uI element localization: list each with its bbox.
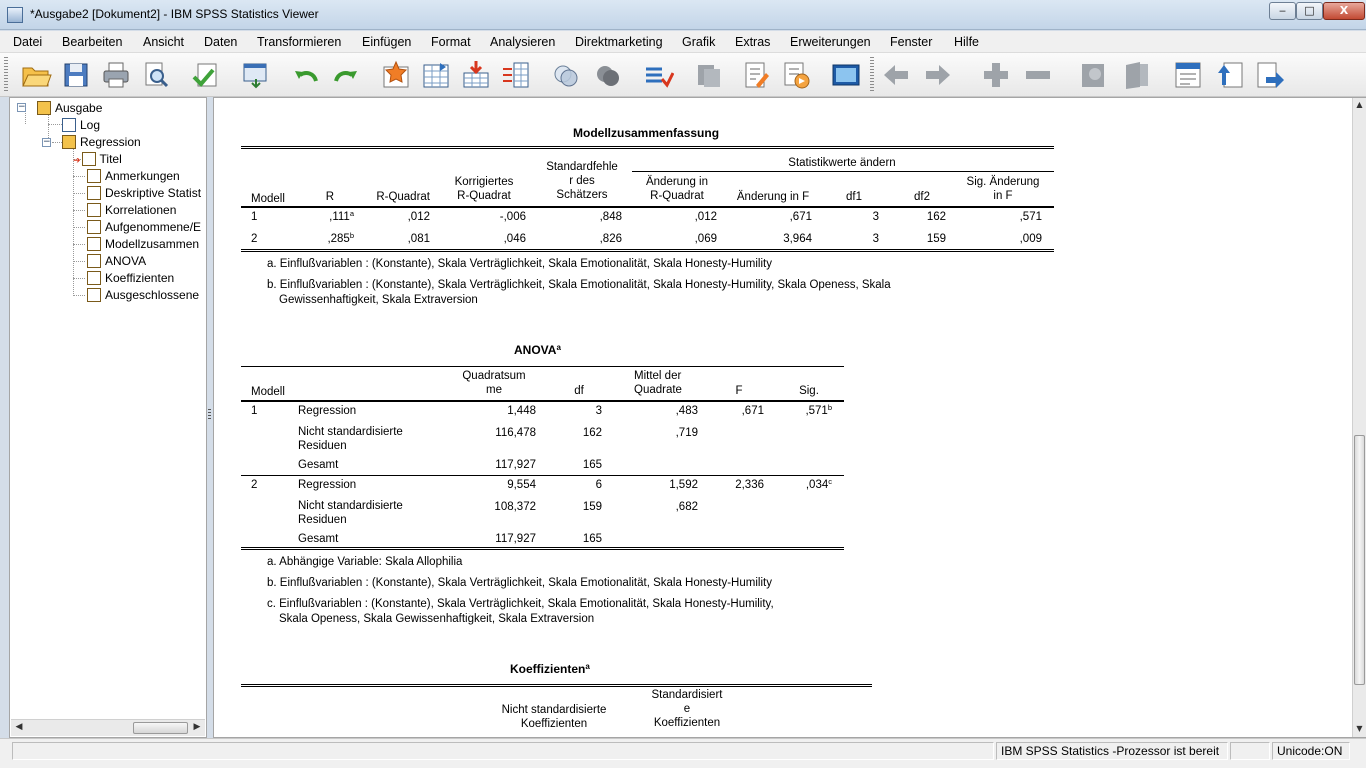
footnote: b. Einflußvariablen : (Konstante), Skala Verträglichkeit, Skala Emotionalität, Skala Honesty-Humility, Skala Openess, Skala <box>267 279 891 291</box>
toolbar <box>0 53 1366 97</box>
tree-label: Modellzusammen <box>105 237 200 251</box>
show-icon[interactable] <box>1078 59 1110 91</box>
footnote: Skala Openess, Skala Gewissenhaftigkeit, Skala Extraversion <box>279 613 595 625</box>
cell-modell: 1 <box>251 405 258 417</box>
menu-ansicht[interactable]: Ansicht <box>143 35 184 49</box>
label-line: Nicht standardisierte <box>298 500 403 512</box>
cell-modell: 2 <box>251 233 258 245</box>
toolbar-grip[interactable] <box>4 57 8 93</box>
header-line: Nicht standardisierte <box>501 704 607 716</box>
header-line: Änderung in <box>645 176 709 188</box>
footnote: c. Einflußvariablen : (Konstante), Skala Verträglichkeit, Skala Emotionalität, Skala Honesty-Humility, <box>267 598 774 610</box>
insert-new-text-icon[interactable] <box>1254 59 1286 91</box>
table-icon <box>87 237 101 251</box>
cell-ss: 108,372 <box>494 501 536 513</box>
tree-label: Koeffizienten <box>105 271 175 285</box>
scroll-up-icon[interactable]: ▲ <box>1356 100 1363 109</box>
header-line: Schätzers <box>556 189 608 201</box>
insert-new-heading-icon[interactable] <box>1172 59 1204 91</box>
menu-hilfe[interactable]: Hilfe <box>954 35 980 49</box>
outline-pane <box>9 97 207 738</box>
col-header-unstd <box>469 703 639 731</box>
header-line: Korrigiertes <box>454 176 514 188</box>
table-icon <box>87 288 101 302</box>
title-text: Koeffizienten <box>510 662 586 676</box>
header-line: in F <box>993 190 1013 202</box>
tree-line <box>73 176 85 177</box>
scroll-left-icon[interactable]: ◀ <box>15 722 23 732</box>
tree-horizontal-scrollbar[interactable] <box>11 719 205 736</box>
col-header-std <box>642 688 732 730</box>
tree-label: Titel <box>99 152 122 166</box>
insert-title-icon[interactable] <box>780 59 812 91</box>
menu-fenster[interactable]: Fenster <box>890 35 933 49</box>
log-icon <box>62 118 76 132</box>
cell-sig: ,571 <box>1019 211 1042 223</box>
cell-r <box>304 232 354 246</box>
collapse-ausgabe-toggle[interactable]: − <box>18 102 26 112</box>
table-rule <box>241 400 844 402</box>
cell-change-f: 3,964 <box>783 233 812 245</box>
table-icon <box>87 254 101 268</box>
title-icon <box>82 152 96 166</box>
cell-r2: ,012 <box>407 211 430 223</box>
menu-extras[interactable]: Extras <box>735 35 771 49</box>
col-header-r2: R-Quadrat <box>376 191 430 203</box>
cell-df: 162 <box>582 427 602 439</box>
cell-label: Regression <box>298 479 357 491</box>
tree-line <box>73 193 85 194</box>
col-header-se <box>536 160 628 202</box>
scrollbar-thumb[interactable] <box>1354 435 1365 685</box>
output-content-pane <box>213 97 1366 738</box>
window-title: *Ausgabe2 [Dokument2] - IBM SPSS Statistics Viewer <box>30 7 319 21</box>
tree-label: Regression <box>80 135 141 149</box>
insert-cases-icon[interactable] <box>460 59 492 91</box>
tree-line <box>73 244 85 245</box>
app-icon <box>7 7 23 23</box>
cell-df1: 3 <box>872 211 879 223</box>
header-line: Sig. Änderung <box>966 176 1040 188</box>
expand-icon[interactable] <box>980 59 1012 91</box>
header-line: R-Quadrat <box>457 190 511 202</box>
recall-dialog-icon[interactable] <box>240 59 272 91</box>
cell-ss: 116,478 <box>495 427 536 439</box>
title-bar <box>0 0 1366 30</box>
tree-label: Deskriptive Statist <box>105 186 202 200</box>
scroll-right-icon[interactable]: ▶ <box>193 722 201 732</box>
table-icon <box>87 203 101 217</box>
cell-r <box>304 210 354 224</box>
cell-df2: 159 <box>926 233 946 245</box>
footnote-ref: b <box>827 403 832 412</box>
header-line: Quadratsum <box>462 370 526 382</box>
col-header-modell: Modell <box>251 386 285 398</box>
use-sets-icon[interactable] <box>550 59 582 91</box>
cell-sig <box>774 478 832 492</box>
tree-line <box>25 113 26 124</box>
coefficients-title[interactable] <box>510 662 590 676</box>
cell-r2: ,081 <box>407 233 430 245</box>
tree-node-deskriptive[interactable] <box>87 185 201 201</box>
cell-ss: 117,927 <box>495 459 536 471</box>
notes-icon <box>87 169 101 183</box>
tree-node-log[interactable] <box>62 117 100 133</box>
insert-text-icon[interactable] <box>830 59 862 91</box>
maximize-button[interactable]: □ <box>1296 2 1323 20</box>
tree-label: Korrelationen <box>105 203 177 217</box>
hide-icon[interactable] <box>1120 59 1152 91</box>
unicode-status: Unicode:ON <box>1272 742 1350 760</box>
tree-label: Ausgabe <box>55 101 103 115</box>
anova-title[interactable] <box>514 343 561 357</box>
cell-adj-r2: ,046 <box>503 233 526 245</box>
table-rule <box>241 547 844 550</box>
cell-df: 165 <box>582 459 602 471</box>
label-line: Nicht standardisierte <box>298 426 403 438</box>
tree-line <box>73 295 85 296</box>
col-header-adj-r2 <box>439 175 529 203</box>
collapse-regression-toggle[interactable]: − <box>43 137 51 147</box>
output-folder-icon <box>37 101 51 115</box>
table-icon <box>87 220 101 234</box>
header-line: me <box>486 384 502 396</box>
insert-heading-icon[interactable] <box>740 59 772 91</box>
cell-ms: ,483 <box>675 405 698 417</box>
status-bar <box>0 738 1366 768</box>
toolbar-grip-2[interactable] <box>870 57 874 93</box>
tree-node-modellzusammenfassung[interactable] <box>87 236 199 252</box>
cell-value: ,285 <box>327 233 350 245</box>
redo-icon[interactable] <box>330 59 362 91</box>
tree-node-aufgenommene[interactable] <box>87 219 201 235</box>
designate-window-icon[interactable] <box>692 59 724 91</box>
footnote: Gewissenhaftigkeit, Skala Extraversion <box>279 294 478 306</box>
print-preview-icon[interactable] <box>140 59 172 91</box>
scrollbar-thumb[interactable] <box>133 722 188 734</box>
cell-f: ,671 <box>741 405 764 417</box>
tree-node-regression[interactable] <box>62 134 141 150</box>
tree-node-ausgabe[interactable] <box>37 100 102 116</box>
tree-label: ANOVA <box>105 254 147 268</box>
cell-sig <box>774 404 832 418</box>
close-button[interactable]: X <box>1323 2 1365 20</box>
col-header-change-f: Änderung in F <box>736 191 810 203</box>
status-empty-panel <box>1230 742 1270 760</box>
minimize-button[interactable]: ‒ <box>1269 2 1296 20</box>
cell-se: ,848 <box>599 211 622 223</box>
header-line: e <box>683 703 691 715</box>
table-rule <box>241 146 1054 149</box>
tree-label: Anmerkungen <box>105 169 180 183</box>
tree-label: Ausgeschlossene <box>105 288 200 302</box>
cell-df: 3 <box>595 405 602 417</box>
tree-line <box>73 148 74 296</box>
cell-f: 2,336 <box>735 479 764 491</box>
col-header-df: df <box>574 385 584 397</box>
col-header-modell: Modell <box>251 193 285 205</box>
open-icon[interactable] <box>20 59 52 91</box>
footnote: b. Einflußvariablen : (Konstante), Skala Verträglichkeit, Skala Emotionalität, Skala Honesty-Humility <box>267 577 772 589</box>
footnote-ref: b <box>349 231 354 240</box>
menu-direktmarketing[interactable]: Direktmarketing <box>575 35 663 49</box>
table-rule <box>241 366 844 367</box>
menu-einfuegen[interactable]: Einfügen <box>362 35 412 49</box>
cell-change-f: ,671 <box>789 211 812 223</box>
header-line: Mittel der <box>634 370 682 382</box>
table-rule <box>241 475 844 476</box>
cell-label: Regression <box>298 405 357 417</box>
menu-bearbeiten[interactable]: Bearbeiten <box>62 35 123 49</box>
footnote-ref: a <box>556 343 561 352</box>
regression-folder-icon <box>62 135 76 149</box>
cell-ms: ,682 <box>675 501 698 513</box>
col-header-ms <box>634 369 682 397</box>
cell-value: ,571 <box>805 405 828 417</box>
header-line: Koeffizienten <box>653 717 721 729</box>
insert-new-title-icon[interactable] <box>1214 59 1246 91</box>
table-rule <box>632 171 1054 172</box>
scroll-down-icon[interactable]: ▼ <box>1356 724 1363 733</box>
cell-ms: 1,592 <box>669 479 698 491</box>
tree-label: Aufgenommene/E <box>105 220 202 234</box>
model-summary-title[interactable]: Modellzusammenfassung <box>573 126 720 140</box>
menu-bar <box>0 31 1366 53</box>
tree-node-koeffizienten[interactable] <box>87 270 174 286</box>
tree-line <box>73 278 85 279</box>
variables-icon[interactable] <box>500 59 532 91</box>
header-line: Koeffizienten <box>520 718 588 730</box>
tree-line <box>73 261 85 262</box>
cell-label: Gesamt <box>298 459 339 471</box>
col-header-f: F <box>735 385 743 397</box>
col-header-sig <box>958 175 1048 203</box>
spell-check-icon[interactable] <box>642 59 674 91</box>
label-line: Residuen <box>298 440 347 452</box>
table-rule <box>241 249 1054 252</box>
forward-icon[interactable] <box>922 59 954 91</box>
status-message-panel <box>12 742 994 760</box>
menu-erweiterungen[interactable]: Erweiterungen <box>790 35 871 49</box>
header-line: Quadrate <box>634 384 682 396</box>
group-header: Statistikwerte ändern <box>788 157 896 169</box>
table-icon <box>87 271 101 285</box>
col-header-sig: Sig. <box>799 385 819 397</box>
cell-df: 6 <box>595 479 602 491</box>
cell-label <box>298 425 403 453</box>
cell-modell: 1 <box>251 211 258 223</box>
tree-node-titel[interactable] <box>73 151 122 167</box>
goto-variable-icon[interactable] <box>420 59 452 91</box>
cell-value: ,034 <box>805 479 829 491</box>
print-icon[interactable] <box>100 59 132 91</box>
footnote: a. Abhängige Variable: Skala Allophilia <box>267 556 463 568</box>
cell-label <box>298 499 403 527</box>
cell-df1: 3 <box>872 233 879 245</box>
cell-ss: 9,554 <box>507 479 536 491</box>
tree-node-ausgeschlossene[interactable] <box>87 287 199 303</box>
menu-grafik[interactable]: Grafik <box>682 35 716 49</box>
cell-df: 165 <box>582 533 602 545</box>
tree-node-anmerkungen[interactable] <box>87 168 180 184</box>
show-all-variables-icon[interactable] <box>592 59 624 91</box>
cell-df2: 162 <box>926 211 946 223</box>
menu-format[interactable]: Format <box>431 35 471 49</box>
tree-line <box>73 227 85 228</box>
footnote-ref: c <box>828 477 832 486</box>
menu-daten[interactable]: Daten <box>204 35 238 49</box>
cell-adj-r2: -,006 <box>499 211 526 223</box>
col-header-ss <box>449 369 539 397</box>
col-header-df1: df1 <box>846 191 862 203</box>
footnote: a. Einflußvariablen : (Konstante), Skala Verträglichkeit, Skala Emotionalität, Skala Honesty-Humility <box>267 258 772 270</box>
col-header-r: R <box>325 191 334 203</box>
tree-label: Log <box>80 118 101 132</box>
menu-datei[interactable]: Datei <box>13 35 43 49</box>
menu-transformieren[interactable]: Transformieren <box>257 35 342 49</box>
menu-analysieren[interactable]: Analysieren <box>490 35 556 49</box>
save-icon[interactable] <box>60 59 92 91</box>
cell-ss: 1,448 <box>507 405 536 417</box>
tree-node-korrelationen[interactable] <box>87 202 176 218</box>
label-line: Residuen <box>298 514 347 526</box>
tree-node-anova[interactable] <box>87 253 146 269</box>
back-icon[interactable] <box>880 59 912 91</box>
cell-ms: ,719 <box>675 427 698 439</box>
header-line: Standardfehle <box>546 161 618 173</box>
title-text: ANOVA <box>514 343 557 357</box>
cell-label: Gesamt <box>298 533 339 545</box>
footnote-ref: a <box>349 209 354 218</box>
header-line: R-Quadrat <box>650 190 704 202</box>
header-line: Standardisiert <box>651 689 723 701</box>
export-icon[interactable] <box>190 59 222 91</box>
goto-case-icon[interactable] <box>380 59 412 91</box>
col-header-df2: df2 <box>914 191 930 203</box>
cell-change-r2: ,012 <box>694 211 717 223</box>
processor-status: IBM SPSS Statistics -Prozessor ist bereit <box>996 742 1228 760</box>
current-item-arrow-icon: ➔ <box>73 155 81 165</box>
tree-line <box>73 210 85 211</box>
undo-icon[interactable] <box>290 59 322 91</box>
cell-df: 159 <box>582 501 602 513</box>
cell-change-r2: ,069 <box>694 233 717 245</box>
footnote-ref: a <box>585 662 590 671</box>
header-line: r des <box>569 175 595 187</box>
collapse-icon[interactable] <box>1022 59 1054 91</box>
col-header-change-r2 <box>632 175 722 203</box>
table-rule <box>241 206 1054 208</box>
cell-se: ,826 <box>599 233 622 245</box>
table-rule <box>241 684 872 687</box>
cell-ss: 117,927 <box>495 533 536 545</box>
cell-sig: ,009 <box>1019 233 1042 245</box>
cell-value: ,111 <box>329 211 350 223</box>
table-icon <box>87 186 101 200</box>
content-vertical-scrollbar[interactable] <box>1352 98 1366 737</box>
tree-line <box>48 124 62 125</box>
splitter-grip[interactable] <box>208 409 211 421</box>
cell-modell: 2 <box>251 479 258 491</box>
